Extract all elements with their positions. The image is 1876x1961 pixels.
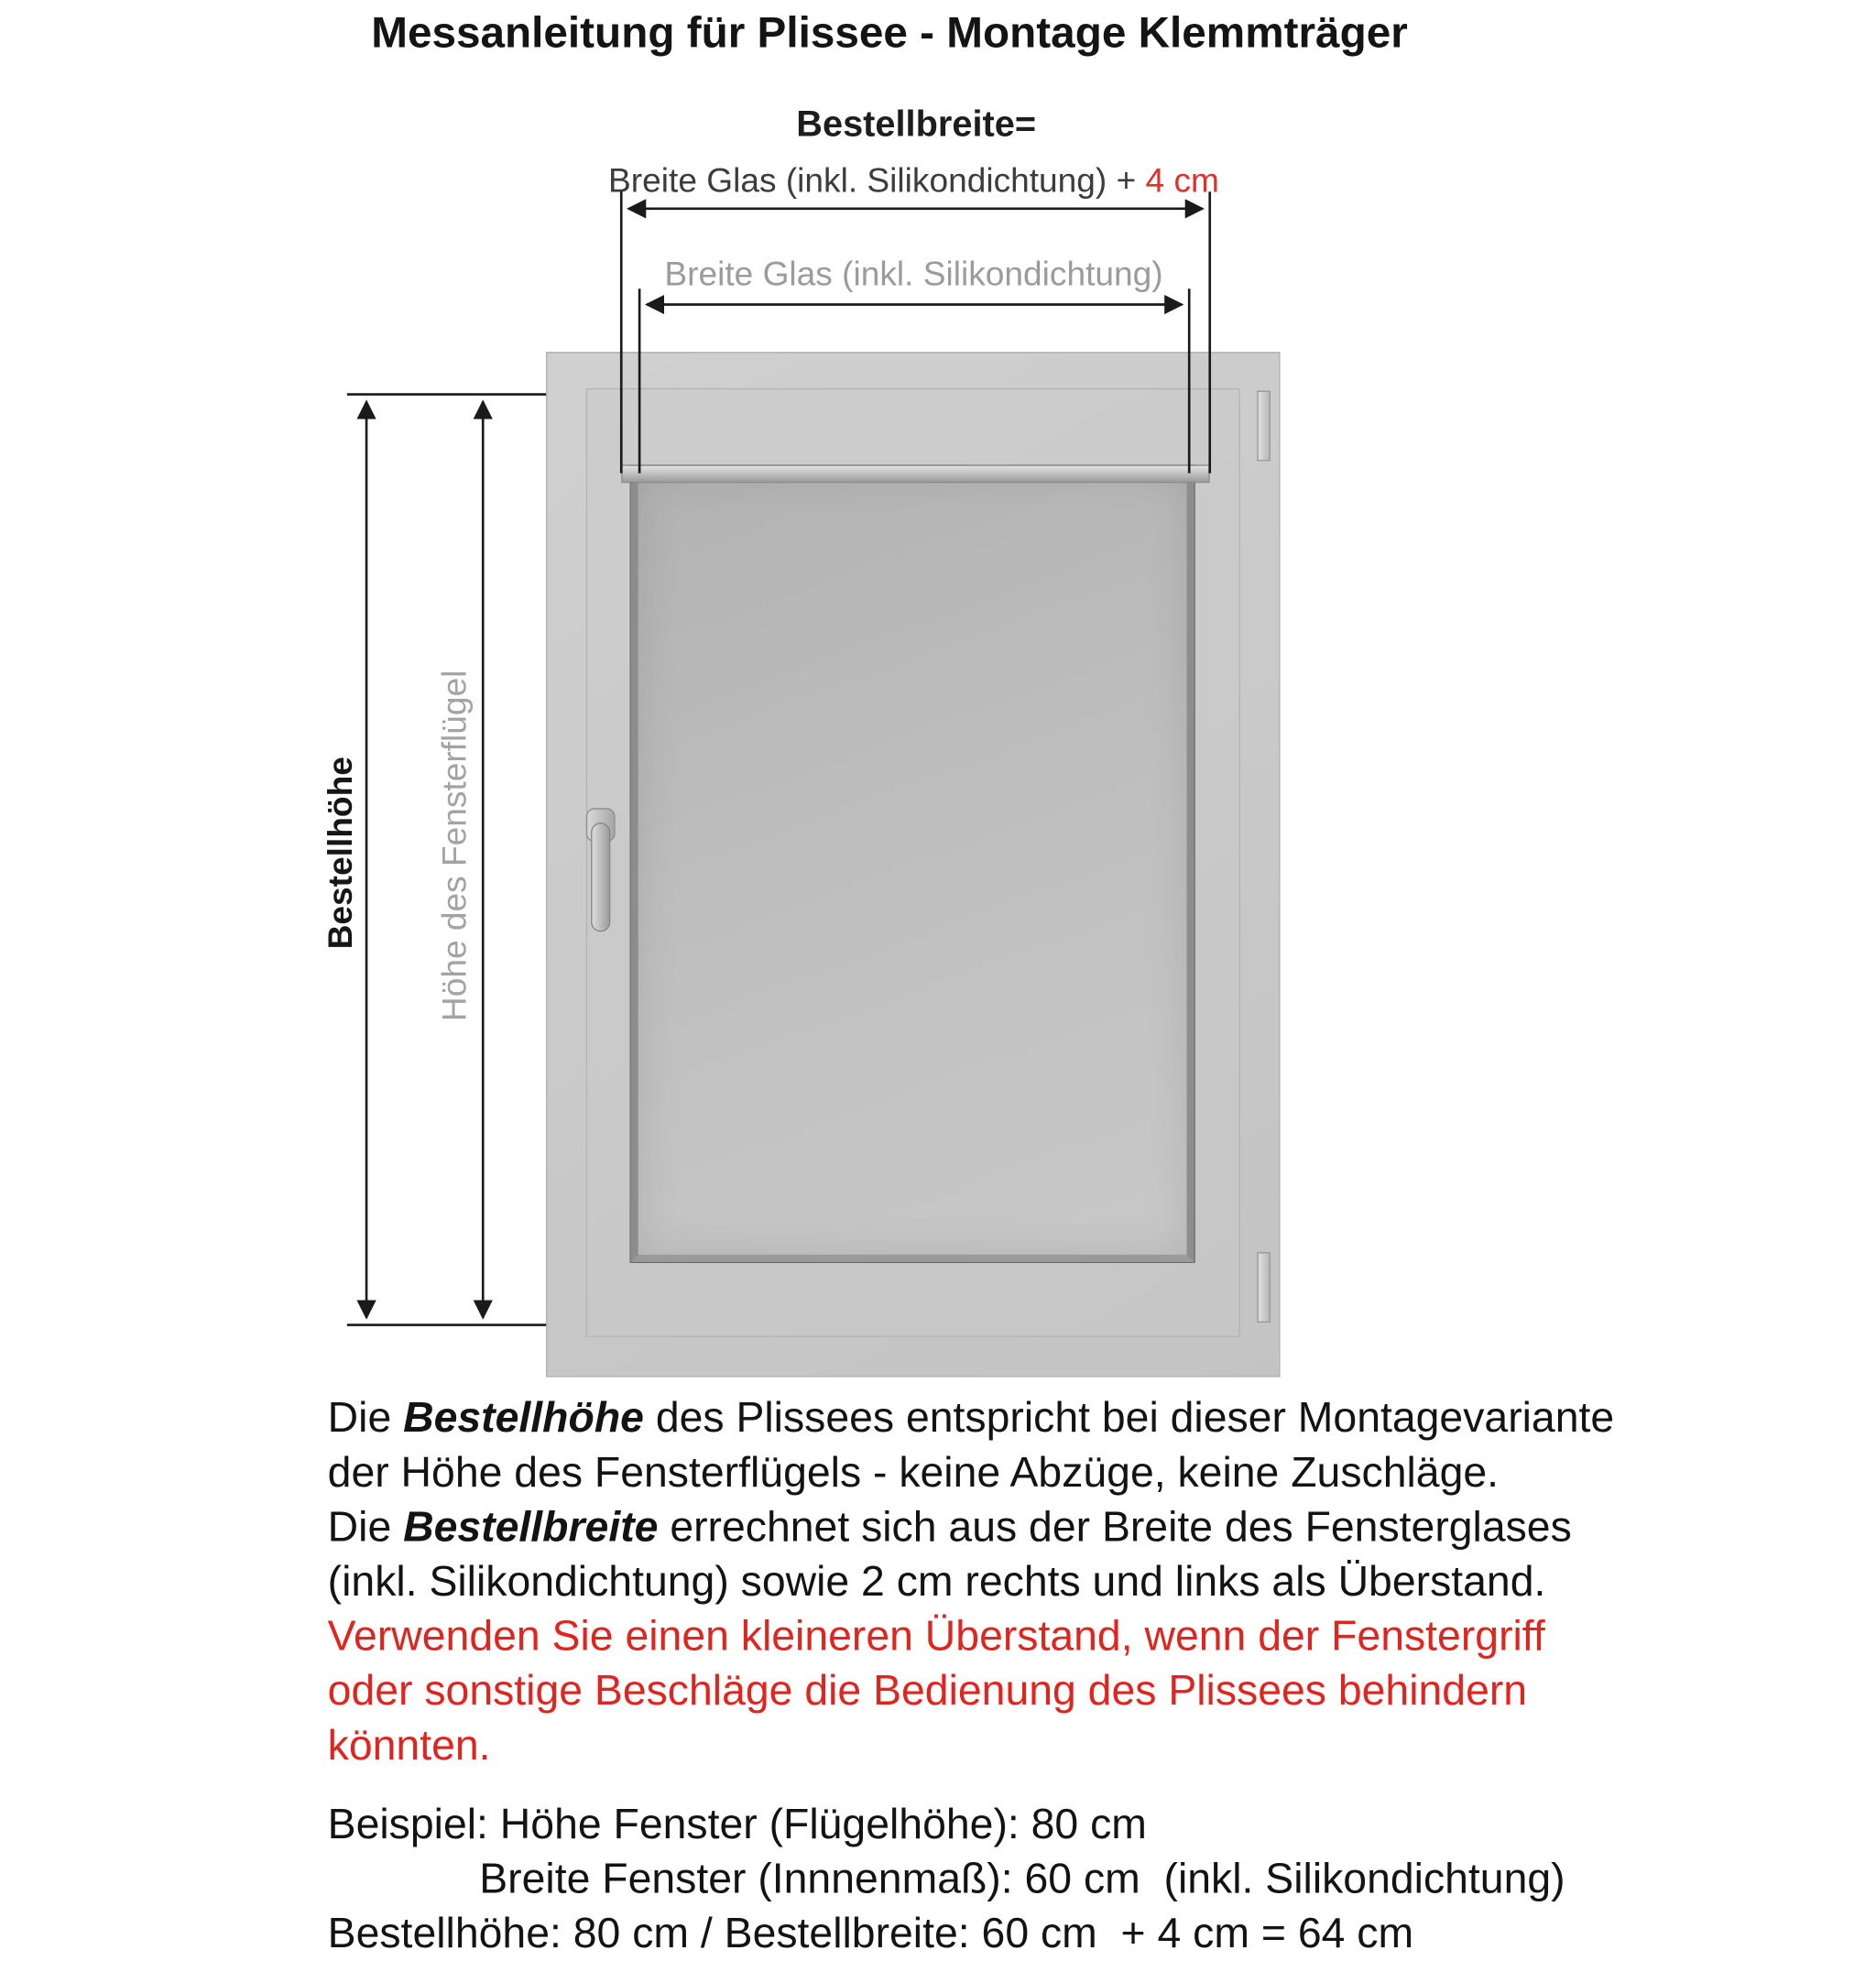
p3-prefix: Die <box>327 1503 404 1551</box>
p1-prefix: Die <box>327 1394 404 1442</box>
paragraph-order-height-2: der Höhe des Fensterflügels - keine Abzüge, keine Zuschläge. <box>327 1448 1500 1497</box>
example-line-3: Bestellhöhe: 80 cm / Bestellbreite: 60 cm + 4 cm = 64 cm <box>327 1910 1414 1957</box>
p1-rest: des Plissees entspricht bei dieser Montagevariante <box>643 1394 1615 1442</box>
order-width-label: Bestellbreite= <box>796 103 1037 145</box>
window-handle-icon <box>591 823 610 931</box>
paragraph-order-width-2: (inkl. Silikondichtung) sowie 2 cm rechts und links als Überstand. <box>327 1557 1546 1606</box>
example-line-1: Beispiel: Höhe Fenster (Flügelhöhe): 80 cm <box>327 1800 1147 1848</box>
p3-rest: errechnet sich aus der Breite des Fensterglases <box>658 1503 1572 1551</box>
example-line-2: Breite Fenster (Innnenmaß): 60 cm (inkl. Silikondichtung) <box>479 1855 1565 1903</box>
p3-term-bestellbreite: Bestellbreite <box>403 1503 659 1551</box>
sash-height-label: Höhe des Fensterflügel <box>435 670 474 1022</box>
inner-width-dimension-label: Breite Glas (inkl. Silikondichtung) <box>664 255 1163 293</box>
outer-width-extra-red: 4 cm <box>1145 161 1219 200</box>
page-title: Messanleitung für Plissee - Montage Klemmträger <box>371 6 1408 58</box>
hinge-top-icon <box>1257 391 1271 462</box>
order-height-label: Bestellhöhe <box>322 757 360 950</box>
warning-line-2: oder sonstige Beschläge die Bedienung des Plissees behindern könnten. <box>327 1667 1539 1770</box>
paragraph-order-height-1 <box>328 1390 1687 1445</box>
outer-width-text: Breite Glas (inkl. Silikondichtung) + <box>608 161 1146 200</box>
outer-width-dimension-label <box>0 161 1827 200</box>
plissee-top-rail <box>621 464 1209 483</box>
hinge-bottom-icon <box>1257 1252 1271 1323</box>
window-glass <box>631 466 1194 1262</box>
warning-line-1: Verwenden Sie einen kleineren Überstand, wenn der Fenstergriff <box>327 1612 1545 1661</box>
p1-term-bestellhoehe: Bestellhöhe <box>403 1394 644 1442</box>
description-text <box>328 1390 1687 1961</box>
paragraph-order-width-1 <box>328 1499 1687 1554</box>
